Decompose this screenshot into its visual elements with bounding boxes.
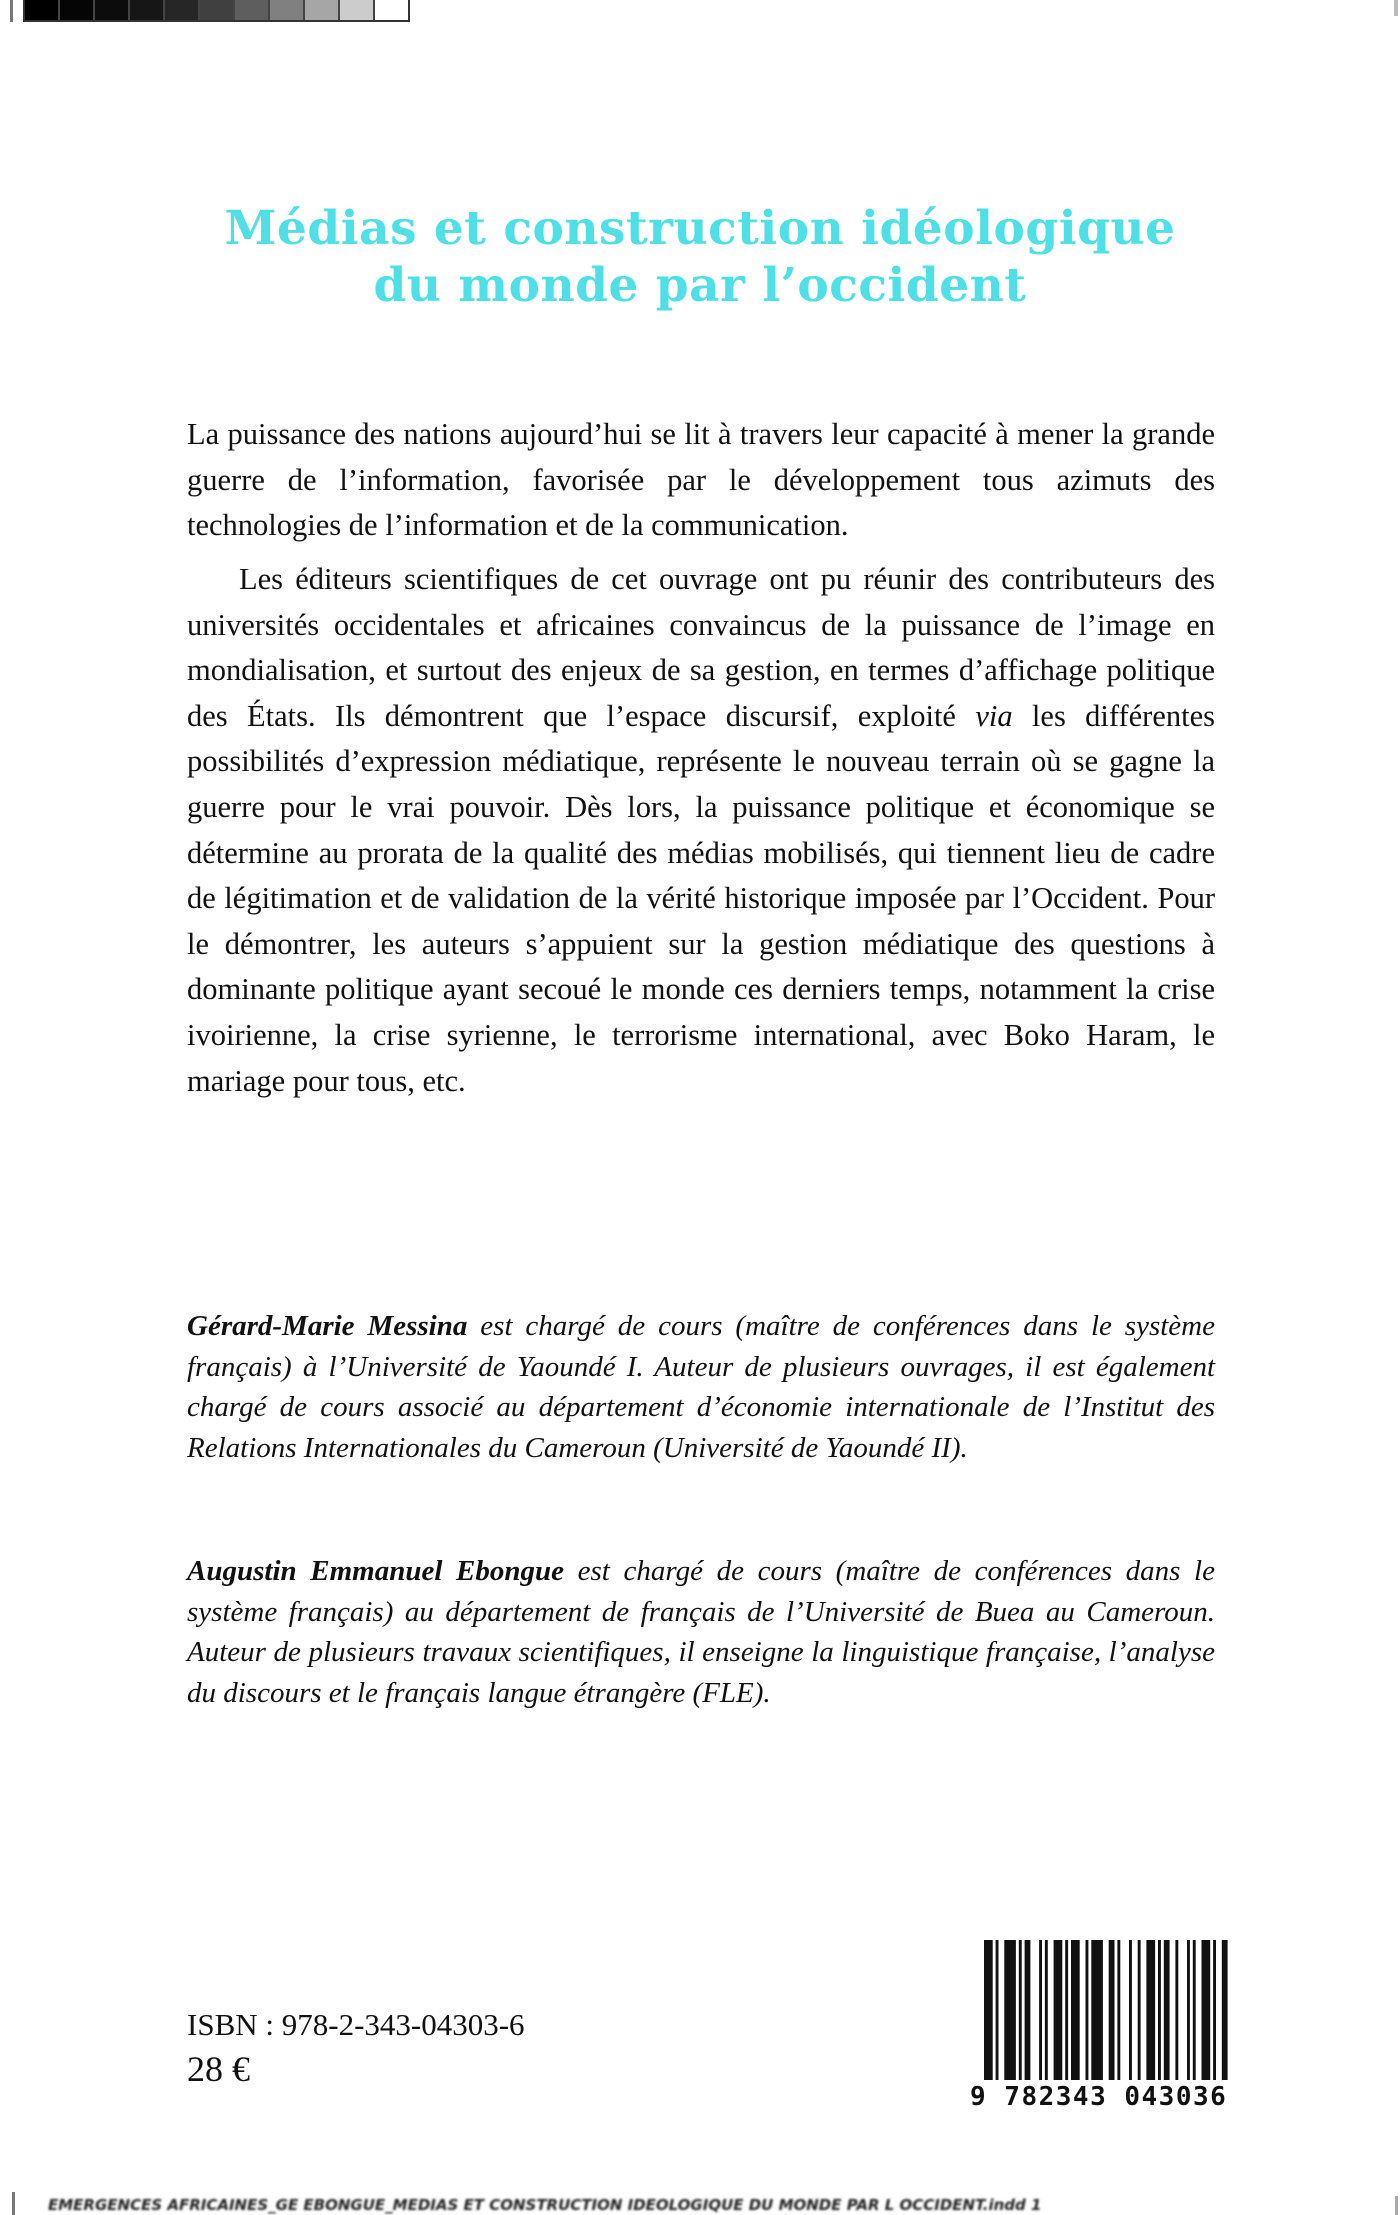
barcode-bar — [1193, 1940, 1196, 2080]
barcode-bar — [1117, 1940, 1120, 2080]
italic-word: via — [975, 698, 1013, 733]
barcode-bar — [1222, 1940, 1228, 2080]
calibration-swatch — [270, 0, 305, 20]
calibration-swatch — [305, 0, 340, 20]
author-bio-text: est chargé de cours (maître de conférences dans le système français) à l’Université de Yaoundé I. Auteur de plusieurs ouvrages, il est également chargé de cours associé au département d’économie internationale de l’Institut des Relations Internationales du Cameroun (Université de Yaoundé II). — [187, 1310, 1215, 1464]
barcode-bar — [1071, 1940, 1080, 2080]
barcode-digits: 9 782343 043036 — [970, 2082, 1228, 2112]
barcode-bar — [984, 1940, 993, 2080]
price-label: 28 € — [187, 2049, 250, 2089]
barcode-bar — [1019, 1940, 1022, 2080]
barcode-bar — [1054, 1940, 1063, 2080]
calibration-swatch — [235, 0, 270, 20]
barcode-bar — [1045, 1940, 1048, 2080]
title-line-1: Médias et construction idéologique — [224, 201, 1176, 256]
calibration-swatch — [60, 0, 95, 20]
book-title — [0, 200, 1400, 314]
author-bio-1 — [187, 1306, 1215, 1468]
barcode-bar — [1164, 1940, 1170, 2080]
calibration-swatch — [340, 0, 375, 20]
calibration-swatch — [95, 0, 130, 20]
summary-paragraph-2 — [187, 557, 1215, 1104]
barcode — [970, 1940, 1230, 2112]
calibration-swatch — [375, 0, 408, 20]
title-line-2: du monde par l’occident — [373, 258, 1027, 313]
crop-mark — [1395, 2196, 1398, 2215]
barcode-bar — [1146, 1940, 1155, 2080]
calibration-swatch — [165, 0, 200, 20]
barcode-bar — [1187, 1940, 1190, 2080]
barcode-bar — [1065, 1940, 1068, 2080]
calibration-swatch — [25, 0, 60, 20]
author-bio-2 — [187, 1551, 1215, 1713]
author-name: Augustin Emmanuel Ebongue — [187, 1555, 565, 1587]
barcode-bar — [1109, 1940, 1115, 2080]
isbn-label: ISBN : 978-2-343-04303-6 — [187, 2007, 525, 2042]
summary-paragraph-1: La puissance des nations aujourd’hui se lit à travers leur capacité à mener la grande guerre de l’information, favorisée par le développement tous azimuts des technologies de l’information et de la communication. — [187, 417, 1215, 543]
author-bio-text: est chargé de cours (maître de conférences dans le système français) au département de français de l’Université de Buea au Cameroun. Auteur de plusieurs travaux scientifiques, il enseigne la linguistique française, l’analyse du discours et le français langue étrangère (FLE). — [187, 1555, 1215, 1709]
calibration-swatches — [23, 0, 410, 22]
barcode-bar — [1004, 1940, 1016, 2080]
barcode-bar — [1175, 1940, 1178, 2080]
paragraph-text: les différentes possibilités d’expression médiatique, représente le nouveau terrain où se gagne la guerre pour le vrai pouvoir. Dès lors, la puissance politique et économique se détermine au prorata de la qualité des médias mobilisés, qui tiennent lieu de cadre de légitimation et de validation de la vérité historique imposée par l’Occident. Pour le démontrer, les auteurs s’appuient sur la gestion médiatique des questions à dominante politique ayant secoué le monde ces derniers temps, notamment la crise ivoirienne, la crise syrienne, le terrorisme international, avec Boko Haram, le mariage pour tous, etc. — [187, 698, 1216, 1098]
file-slug: EMERGENCES AFRICAINES_GE EBONGUE_MEDIAS ET CONSTRUCTION IDEOLOGIQUE DU MONDE PAR L OCCIDENT.indd 1 — [48, 2196, 1042, 2214]
barcode-bar — [1039, 1940, 1042, 2080]
barcode-bars — [970, 1940, 1230, 2085]
color-calibration-bar — [10, 0, 410, 22]
barcode-bar — [1202, 1940, 1211, 2080]
barcode-bar — [1158, 1940, 1161, 2080]
barcode-bar — [1138, 1940, 1141, 2080]
barcode-bar — [1086, 1940, 1089, 2080]
crop-mark — [10, 0, 13, 22]
barcode-bar — [1091, 1940, 1103, 2080]
barcode-bar — [1213, 1940, 1216, 2080]
calibration-swatch — [200, 0, 235, 20]
barcode-bar — [996, 1940, 999, 2080]
author-name: Gérard-Marie Messina — [187, 1310, 468, 1342]
paragraph-text: Les éditeurs scientifiques de cet ouvrage ont pu réunir des contributeurs des universités occidentales et africaines convaincus de la puissance de l’image en mondialisation, et surtout des enjeux de sa gestion, en termes d’affichage politique des États. Ils démontrent que l’espace discursif, exploité — [187, 562, 1215, 733]
barcode-bar — [1129, 1940, 1132, 2080]
crop-mark — [12, 2192, 15, 2215]
calibration-swatch — [130, 0, 165, 20]
crop-mark — [1394, 0, 1398, 16]
barcode-bar — [1025, 1940, 1031, 2080]
